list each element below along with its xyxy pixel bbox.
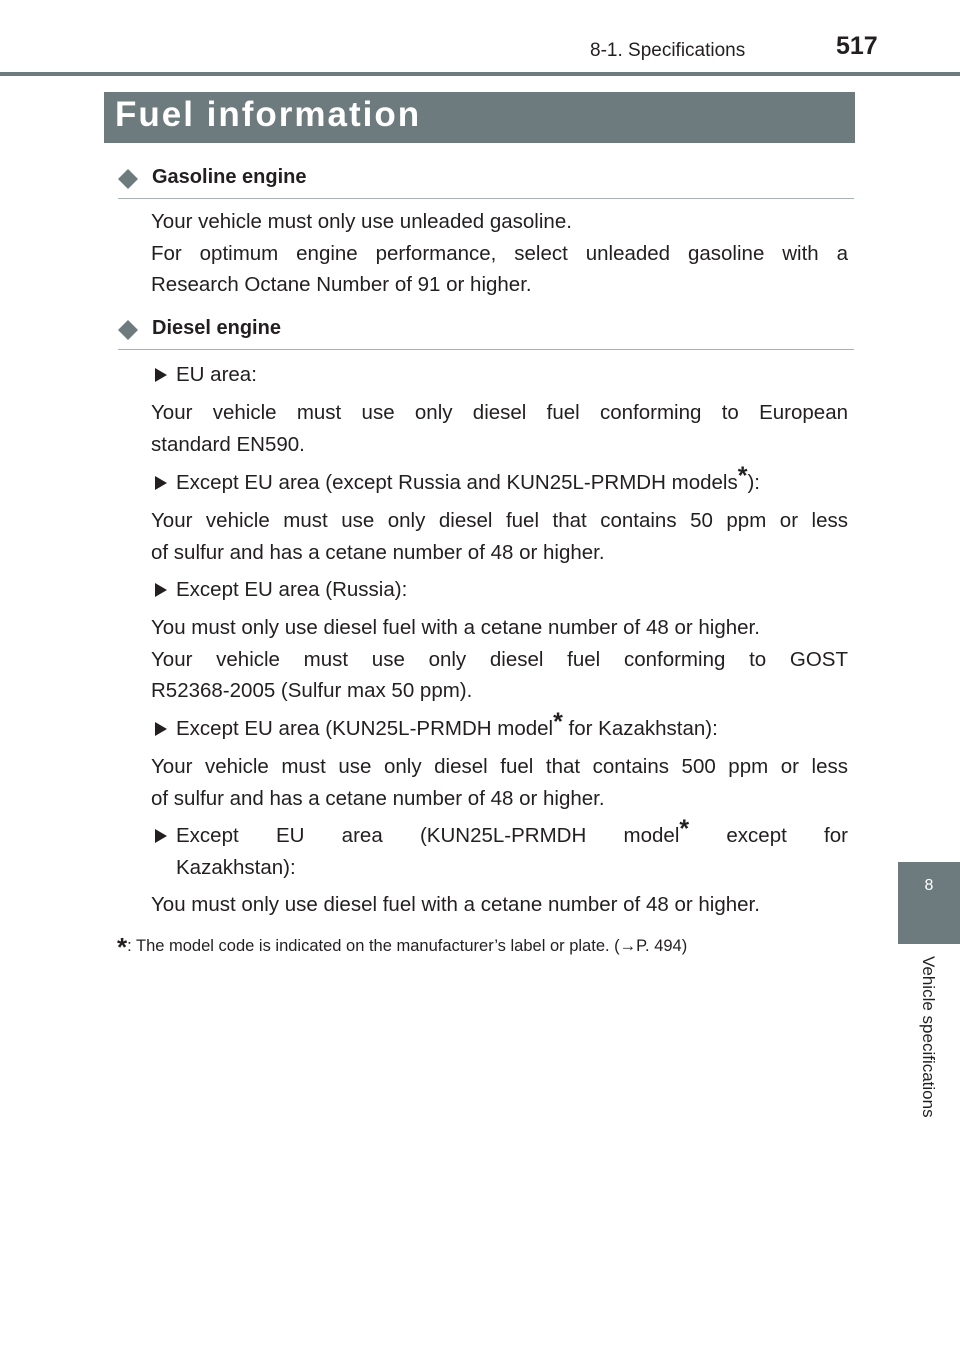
eu-line-1: Your vehicle must use only diesel fuel conforming to European <box>151 401 848 424</box>
footnote-marker: * <box>553 708 563 737</box>
triangle-arrow-icon <box>155 722 167 736</box>
footnote-marker: * <box>679 815 690 844</box>
section-title: 8-1. Specifications <box>590 40 746 61</box>
gasoline-line-1: Your vehicle must only use unleaded gasoline. <box>151 210 572 233</box>
except-eu-line-1: Your vehicle must use only diesel fuel that contains 50 ppm or less <box>151 509 848 532</box>
header-rule <box>0 72 960 76</box>
kazakhstan-line-1: Your vehicle must use only diesel fuel that contains 500 ppm or less <box>151 755 848 778</box>
diesel-heading <box>118 311 854 350</box>
diamond-icon <box>118 320 138 340</box>
except-eu-paragraph <box>151 505 848 568</box>
triangle-arrow-icon <box>155 476 167 490</box>
triangle-arrow-icon <box>155 583 167 597</box>
gasoline-heading <box>118 160 854 199</box>
not-kazakhstan-paragraph <box>151 889 848 921</box>
kazakhstan-paragraph <box>151 751 848 814</box>
except-eu-bullet <box>151 462 848 499</box>
gasoline-line-2: For optimum engine performance, select unleaded gasoline with a <box>151 241 848 265</box>
diesel-heading-text: Diesel engine <box>152 317 281 339</box>
page-number: 517 <box>836 32 878 60</box>
russia-line-2: Your vehicle must use only diesel fuel conforming to GOST <box>151 647 848 671</box>
kazakhstan-label: Except EU area (KUN25L-PRMDH model* for Kazakhstan): <box>176 708 718 740</box>
eu-label: EU area: <box>176 363 257 386</box>
kazakhstan-line-2: of sulfur and has a cetane number of 48 or higher. <box>151 786 605 810</box>
russia-bullet <box>151 574 848 606</box>
chapter-tab <box>898 862 960 944</box>
russia-line-3: R52368-2005 (Sulfur max 50 ppm). <box>151 679 473 702</box>
russia-paragraph <box>151 612 848 707</box>
diamond-icon <box>118 169 138 189</box>
gasoline-paragraph <box>151 206 848 301</box>
not-kazakhstan-bullet <box>151 815 848 883</box>
footnote-text: : The model code is indicated on the manufacturer’s label or plate. (→P. 494) <box>127 937 688 955</box>
russia-line-1: You must only use diesel fuel with a cetane number of 48 or higher. <box>151 616 760 639</box>
triangle-arrow-icon <box>155 829 167 843</box>
kazakhstan-bullet <box>151 708 848 745</box>
not-kazakhstan-label-2: Kazakhstan): <box>176 855 296 879</box>
chapter-number: 8 <box>924 877 934 894</box>
chapter-label: Vehicle specifications <box>919 956 938 1118</box>
footnote-marker: * <box>117 932 128 962</box>
gasoline-line-3: Research Octane Number of 91 or higher. <box>151 273 532 296</box>
eu-bullet <box>151 359 848 391</box>
not-kazakhstan-line-1: You must only use diesel fuel with a cetane number of 48 or higher. <box>151 893 760 916</box>
page-title: Fuel information <box>115 95 422 134</box>
gasoline-heading-text: Gasoline engine <box>152 166 307 188</box>
triangle-arrow-icon <box>155 368 167 382</box>
eu-paragraph <box>151 397 848 460</box>
footnote <box>117 927 688 962</box>
footnote-marker: * <box>737 462 748 491</box>
except-eu-label: Except EU area (except Russia and KUN25L-PRMDH models*): <box>176 462 760 494</box>
except-eu-line-2: of sulfur and has a cetane number of 48 or higher. <box>151 540 605 564</box>
eu-line-2: standard EN590. <box>151 432 305 456</box>
russia-label: Except EU area (Russia): <box>176 578 408 601</box>
not-kazakhstan-label: Except EU area (KUN25L-PRMDH model* except for <box>176 815 848 847</box>
